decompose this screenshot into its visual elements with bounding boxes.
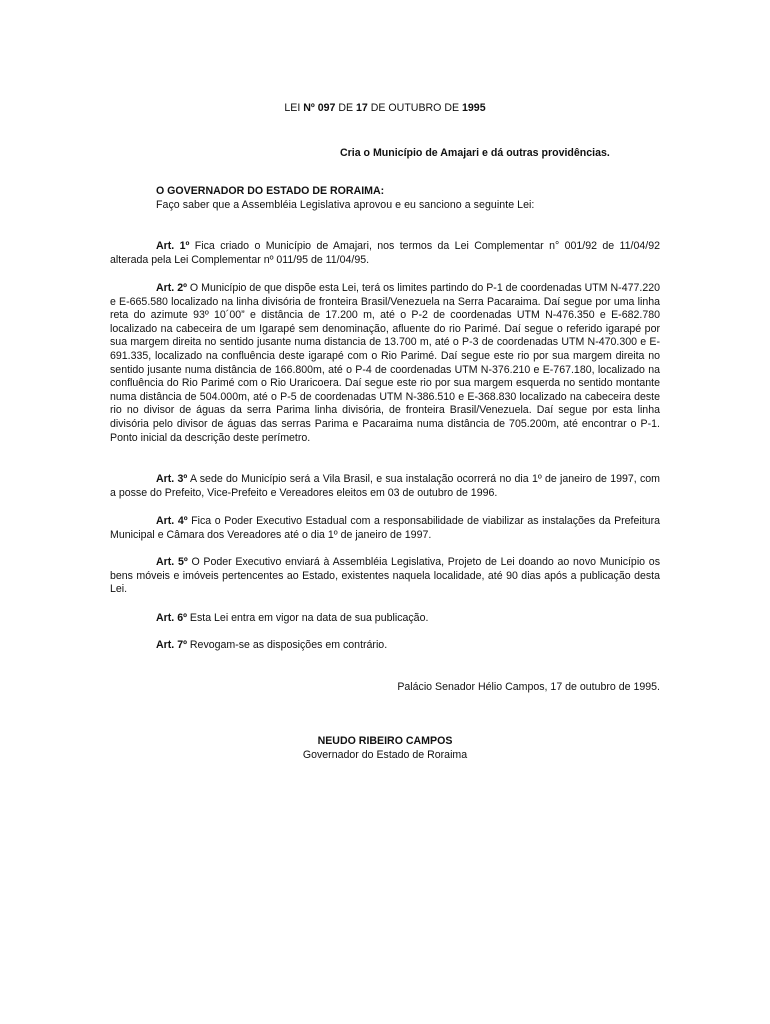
signature-block: [0, 735, 770, 762]
enacting-block: [156, 185, 676, 212]
article-2: [110, 282, 660, 445]
article-text: Esta Lei entra em vigor na data de sua publicação.: [186, 612, 429, 624]
signer-name: NEUDO RIBEIRO CAMPOS: [317, 735, 453, 747]
article-text: Revogam-se as disposições em contrário.: [186, 639, 388, 651]
law-year: 1995: [462, 102, 486, 114]
article-7: [110, 639, 660, 653]
article-text: A sede do Município será a Vila Brasil, e sua instalação ocorrerá no dia 1º de janeiro de 1997, com a posse do Prefeito, Vice-Prefeito e Vereadores eleitos em 03 de outubro de 1996.: [110, 473, 660, 499]
article-number: Art. 4º: [156, 515, 188, 527]
article-text: O Município de que dispõe esta Lei, terá os limites partindo do P-1 de coordenadas UTM N-477.220 e E-665.580 localizado na linha divisória de fronteira Brasil/Venezuela na Serra Pacaraima. Daí segue por uma linha reta do azimute 93º 10´00” e distância de 17.200 m, até o P-2 de coordenadas UTM N-476.350 e E-682.780 localizado na cabeceira de um Igarapé sem denominação, afluente do rio Parimé. Daí segue o referido igarapé por sua margem direita no sentido jusante numa distancia de 13.700 m, até o P-3 de coordenadas UTM N-470.300 e E-691.335, localizado na confluência deste igarapé com o Rio Parimé. Daí segue este rio por sua margem direita no sentido jusante numa distância de 166.800m, até o P-4 de coordenadas UTM N-376.210 e E-767.180, localizado na confluência do Rio Parimé com o Rio Uraricoera. Daí segue este rio por sua margem esquerda no sentido montante numa distância de 504.000m, até o P-5 de coordenadas UTM N-386.510 e E-368.830 localizado na cabeceira deste rio no divisor de águas da serra Parima linha divisória, de fronteira Brasil/Venezuela. Daí segue por esta linha divisória pelo divisor de águas das serras Parima e Pacaraima numa distância de 705.200m, até encontrar o P-1. Ponto inicial da descrição deste perímetro.: [110, 282, 660, 444]
article-text: Fica o Poder Executivo Estadual com a responsabilidade de viabilizar as instalações da Prefeitura Municipal e Câmara dos Vereadores até o dia 1º de janeiro de 1997.: [110, 515, 660, 541]
article-text: Fica criado o Município de Amajari, nos termos da Lei Complementar n° 001/92 de 11/04/92 alterada pela Lei Complementar nº 011/95 de 11/04/95.: [110, 240, 660, 266]
article-number: Art. 7º: [156, 639, 187, 651]
article-number: Art. 3º: [156, 473, 188, 485]
law-title-mid: DE: [338, 102, 354, 114]
signer-role: Governador do Estado de Roraima: [302, 748, 468, 761]
article-5: [110, 556, 660, 597]
law-title-prefix: LEI: [284, 102, 301, 114]
article-number: Art. 6º: [156, 612, 187, 624]
governor-heading: O GOVERNADOR DO ESTADO DE RORAIMA:: [156, 185, 385, 197]
article-number: Art. 1º: [156, 240, 190, 252]
law-day: 17: [356, 102, 368, 114]
enacting-clause: Faço saber que a Assembléia Legislativa aprovou e eu sanciono a seguinte Lei:: [156, 198, 535, 211]
law-title: [0, 102, 770, 116]
article-number: Art. 5º: [156, 556, 188, 568]
article-number: Art. 2º: [156, 282, 187, 294]
article-3: [110, 473, 660, 500]
law-ementa: Cria o Município de Amajari e dá outras providências.: [340, 147, 610, 159]
article-4: [110, 515, 660, 542]
law-title-mid2: DE OUTUBRO DE: [370, 102, 460, 114]
place-date: Palácio Senador Hélio Campos, 17 de outubro de 1995.: [397, 681, 660, 693]
law-number: Nº 097: [303, 102, 336, 114]
article-text: O Poder Executivo enviará à Assembléia Legislativa, Projeto de Lei doando ao novo Município os bens móveis e imóveis pertencentes ao Estado, existentes naquela localidade, até 90 dias após a publicação desta Lei.: [110, 556, 660, 596]
article-1: [110, 240, 660, 267]
article-6: [110, 612, 660, 626]
